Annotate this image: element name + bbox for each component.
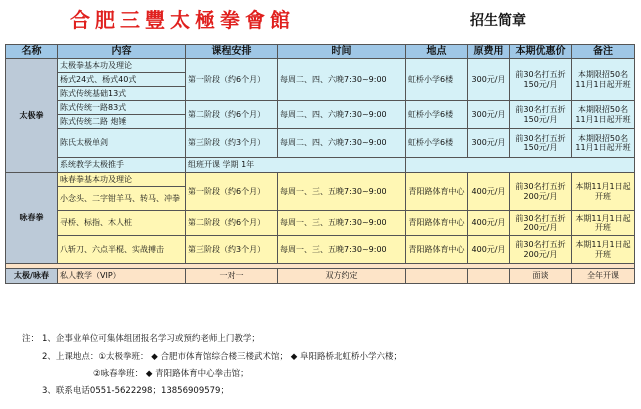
table-row bbox=[6, 101, 635, 115]
bullet-icon: ◆ bbox=[290, 352, 298, 362]
category-taiji: 太极拳 bbox=[6, 59, 58, 173]
content-cell: 陈氏太极单剑 bbox=[58, 129, 186, 158]
info-cell: 组班开课 学期 1年 bbox=[186, 158, 406, 173]
content-cell: 寻桥、标指、木人桩 bbox=[58, 211, 186, 236]
remark-cell: 本期限招50名11月1日起开班 bbox=[572, 101, 635, 129]
note-2-yongchun-prefix: ②咏春拳班： bbox=[93, 369, 144, 379]
table-row bbox=[6, 269, 635, 284]
table-row bbox=[6, 211, 635, 236]
price-cell: 前30名打五折150元/月 bbox=[510, 59, 572, 101]
table-row bbox=[6, 173, 635, 187]
column-header: 课程安排 bbox=[186, 45, 278, 59]
fee-cell: 400元/月 bbox=[468, 173, 510, 211]
price-cell: 前30名打五折200元/月 bbox=[510, 211, 572, 236]
content-cell: 八斩刀、六点半棍、实战搏击 bbox=[58, 236, 186, 264]
fee-cell bbox=[468, 269, 510, 284]
remark-cell: 本期限招50名11月1日起开班 bbox=[572, 129, 635, 158]
notes-label: 注： bbox=[22, 334, 40, 344]
content-cell: 陈式传统基础13式 bbox=[58, 87, 186, 101]
note-3: 3、联系电话0551-5622298；13856909579； bbox=[42, 386, 229, 396]
fee-cell: 300元/月 bbox=[468, 59, 510, 101]
table-row bbox=[6, 129, 635, 158]
column-header: 本期优惠价 bbox=[510, 45, 572, 59]
price-cell: 面谈 bbox=[510, 269, 572, 284]
empty-cell bbox=[406, 158, 635, 173]
column-header: 备注 bbox=[572, 45, 635, 59]
bullet-icon: ◆ bbox=[145, 369, 153, 379]
table-row bbox=[6, 158, 635, 173]
column-header: 名称 bbox=[6, 45, 58, 59]
stage-cell: 第一阶段（约6个月） bbox=[186, 59, 278, 101]
note-1: 1、企事业单位可集体组团报名学习或预约老师上门教学； bbox=[42, 334, 260, 344]
place-cell bbox=[406, 269, 468, 284]
schedule-table bbox=[5, 44, 635, 284]
column-header: 原费用 bbox=[468, 45, 510, 59]
note-2 bbox=[42, 350, 402, 362]
stage-cell: 第三阶段（约3个月） bbox=[186, 129, 278, 158]
fee-cell: 300元/月 bbox=[468, 129, 510, 158]
page-subtitle: 招生简章 bbox=[470, 13, 526, 29]
category-vip: 太极/咏春 bbox=[6, 269, 58, 284]
time-cell: 每周一、三、五晚7:30~9:00 bbox=[278, 236, 406, 264]
remark-cell: 本期11月1日起开班 bbox=[572, 236, 635, 264]
place-cell: 虹桥小学6楼 bbox=[406, 101, 468, 129]
bullet-icon: ◆ bbox=[151, 352, 158, 362]
content-cell: 太极拳基本功及理论 bbox=[58, 59, 186, 73]
column-header: 内容 bbox=[58, 45, 186, 59]
category-yongchun: 咏春拳 bbox=[6, 173, 58, 264]
column-header: 时间 bbox=[278, 45, 406, 59]
content-cell: 咏春拳基本功及理论 bbox=[58, 173, 186, 187]
note-2-venue-1: 合肥市体育馆综合楼三楼武术馆； bbox=[160, 352, 288, 362]
place-cell: 青阳路体育中心 bbox=[406, 236, 468, 264]
place-cell: 虹桥小学6楼 bbox=[406, 59, 468, 101]
time-cell: 每周一、三、五晚7:30~9:00 bbox=[278, 173, 406, 211]
content-cell: 小念头、二字钳羊马、转马、冲拳 bbox=[58, 187, 186, 211]
price-cell: 前30名打五折200元/月 bbox=[510, 173, 572, 211]
remark-cell: 本期11月1日起开班 bbox=[572, 173, 635, 211]
note-2-venue-2: 阜阳路桥北虹桥小学六楼； bbox=[299, 352, 402, 362]
time-cell: 双方约定 bbox=[278, 269, 406, 284]
content-cell: 陈式传统一路83式 bbox=[58, 101, 186, 115]
place-cell: 青阳路体育中心 bbox=[406, 173, 468, 211]
fee-cell: 400元/月 bbox=[468, 236, 510, 264]
content-cell: 系统教学太极推手 bbox=[58, 158, 186, 173]
price-cell: 前30名打五折200元/月 bbox=[510, 236, 572, 264]
time-cell: 每周一、三、五晚7:30~9:00 bbox=[278, 211, 406, 236]
note-2-prefix: 2、上课地点：①太极拳班： bbox=[42, 352, 149, 362]
remark-cell: 本期限招50名11月1日起开班 bbox=[572, 59, 635, 101]
price-cell: 前30名打五折150元/月 bbox=[510, 101, 572, 129]
time-cell: 每周二、四、六晚7:30~9:00 bbox=[278, 59, 406, 101]
stage-cell: 第二阶段（约6个月） bbox=[186, 211, 278, 236]
remark-cell: 本期11月1日起开班 bbox=[572, 211, 635, 236]
page-title: 合肥三豐太極拳會館 bbox=[70, 8, 295, 32]
remark-cell: 全年开课 bbox=[572, 269, 635, 284]
time-cell: 每周二、四、六晚7:30~9:00 bbox=[278, 129, 406, 158]
table-row bbox=[6, 59, 635, 73]
note-2-yongchun bbox=[93, 367, 249, 379]
note-2-yongchun-venue: 青阳路体育中心拳击馆； bbox=[155, 369, 249, 379]
place-cell: 青阳路体育中心 bbox=[406, 211, 468, 236]
price-cell: 前30名打五折150元/月 bbox=[510, 129, 572, 158]
table-header-row bbox=[6, 45, 635, 59]
content-cell: 私人教学（VIP） bbox=[58, 269, 186, 284]
content-cell: 杨式24式、杨式40式 bbox=[58, 73, 186, 87]
stage-cell: 第一阶段（约6个月） bbox=[186, 173, 278, 211]
stage-cell: 第三阶段（约3个月） bbox=[186, 236, 278, 264]
stage-cell: 第二阶段（约6个月） bbox=[186, 101, 278, 129]
fee-cell: 400元/月 bbox=[468, 211, 510, 236]
table-row bbox=[6, 236, 635, 264]
stage-cell: 一对一 bbox=[186, 269, 278, 284]
column-header: 地点 bbox=[406, 45, 468, 59]
time-cell: 每周二、四、六晚7:30~9:00 bbox=[278, 101, 406, 129]
content-cell: 陈式传统二路 炮锤 bbox=[58, 115, 186, 129]
fee-cell: 300元/月 bbox=[468, 101, 510, 129]
place-cell: 虹桥小学6楼 bbox=[406, 129, 468, 158]
